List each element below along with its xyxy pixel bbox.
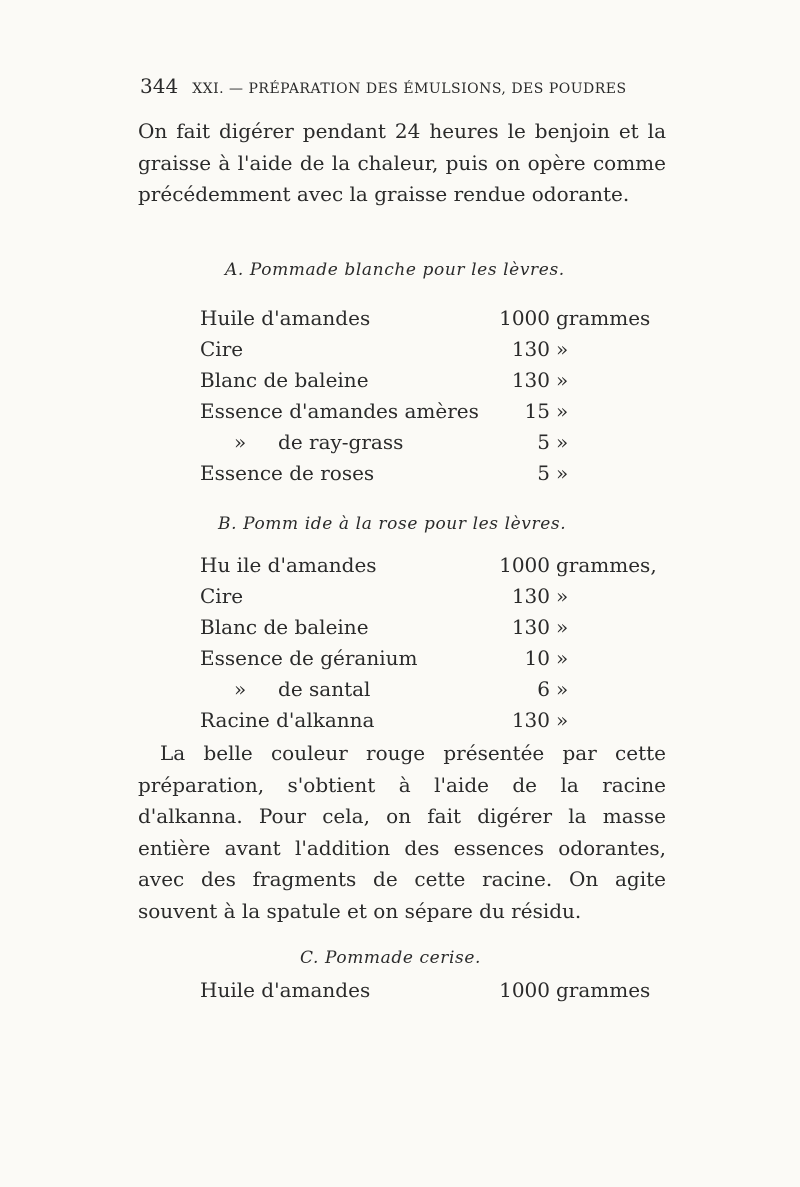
quantity: 130: [511, 584, 550, 608]
chapter-title: XXI. — PRÉPARATION DES ÉMULSIONS, DES POUDRES: [192, 81, 627, 97]
recipe-a-title: A. Pommade blanche pour les lèvres.: [225, 260, 565, 280]
recipe-row: [200, 337, 660, 368]
recipe-row: [200, 708, 660, 739]
ingredient: Racine d'alkanna: [200, 708, 375, 732]
ingredient: Blanc de baleine: [200, 368, 369, 392]
intro-paragraph: On fait digérer pendant 24 heures le benjoin et la graisse à l'aide de la chaleur, puis on opère comme précédemment avec la graisse rendue odorante.: [138, 119, 666, 206]
running-head: [140, 74, 660, 98]
recipe-row: [200, 677, 660, 708]
recipe-b-title: B. Pomm ide à la rose pour les lèvres.: [218, 514, 567, 534]
quantity: 1000: [499, 978, 550, 1002]
ingredient: » de ray-grass: [234, 430, 404, 454]
unit: »: [556, 430, 569, 454]
recipe-row: [200, 553, 660, 584]
unit: »: [556, 708, 569, 732]
recipe-b-table: [200, 553, 660, 739]
unit: »: [556, 615, 569, 639]
quantity: 5: [537, 461, 550, 485]
recipe-row: [200, 584, 660, 615]
recipe-row: [200, 306, 660, 337]
quantity: 1000: [499, 553, 550, 577]
quantity: 130: [511, 368, 550, 392]
ingredient: Huile d'amandes: [200, 978, 371, 1002]
recipe-row: [200, 399, 660, 430]
recipe-a-table: [200, 306, 660, 492]
quantity: 10: [524, 646, 550, 670]
ingredient: Blanc de baleine: [200, 615, 369, 639]
ingredient: Cire: [200, 337, 244, 361]
quantity: 5: [537, 430, 550, 454]
quantity: 1000: [499, 306, 550, 330]
unit: »: [556, 399, 569, 423]
unit: »: [556, 461, 569, 485]
unit: »: [556, 677, 569, 701]
recipe-row: [200, 368, 660, 399]
recipe-row: [200, 461, 660, 492]
recipe-row: [200, 646, 660, 677]
unit: grammes,: [556, 553, 657, 577]
recipe-row: [200, 430, 660, 461]
unit: grammes: [556, 978, 651, 1002]
ingredient: Essence d'amandes amères: [200, 399, 479, 423]
ingredient: Huile d'amandes: [200, 306, 371, 330]
quantity: 6: [537, 677, 550, 701]
recipe-row: [200, 978, 660, 1009]
quantity: 130: [511, 615, 550, 639]
ingredient: Essence de géranium: [200, 646, 418, 670]
quantity: 130: [511, 708, 550, 732]
ingredient: Hu ile d'amandes: [200, 553, 377, 577]
unit: »: [556, 337, 569, 361]
ingredient: Essence de roses: [200, 461, 375, 485]
quantity: 130: [511, 337, 550, 361]
quantity: 15: [524, 399, 550, 423]
unit: »: [556, 368, 569, 392]
ingredient: » de santal: [234, 677, 371, 701]
recipe-c-table: [200, 978, 660, 1009]
body-paragraph: La belle couleur rouge présentée par cette préparation, s'obtient à l'aide de la racine d'alkanna. Pour cela, on fait digérer la masse entière avant l'addition des essences odorantes, avec des fragments de cette racine. On agite souvent à la spatule et on sépare du résidu.: [138, 741, 666, 923]
ingredient: Cire: [200, 584, 244, 608]
unit: »: [556, 584, 569, 608]
recipe-c-title: C. Pommade cerise.: [300, 948, 482, 968]
recipe-row: [200, 615, 660, 646]
page-number: 344: [140, 74, 179, 98]
unit: grammes: [556, 306, 651, 330]
unit: »: [556, 646, 569, 670]
